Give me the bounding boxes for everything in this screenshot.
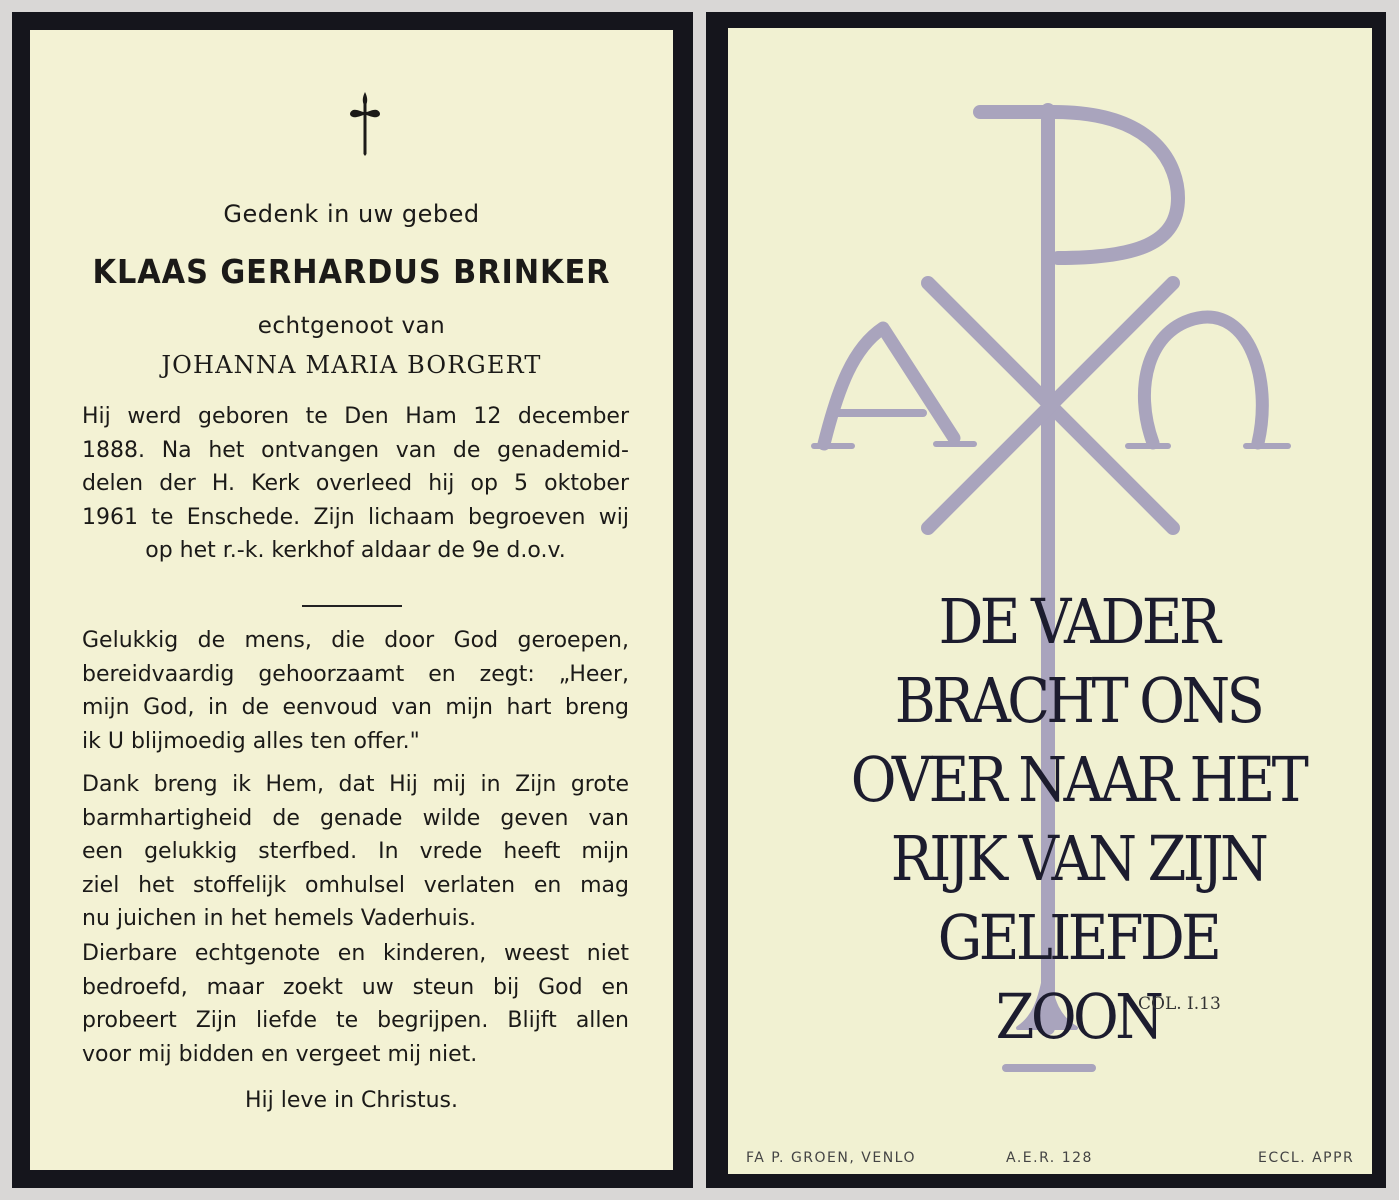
prayer-line: Dierbare echtgenote en kinderen, weest niet bbox=[82, 941, 629, 966]
cross-icon bbox=[347, 92, 383, 156]
prayer-line: een gelukkig sterfbed. In vrede heeft mijn bbox=[82, 839, 629, 864]
prayer-line: probeert Zijn liefde te begrijpen. Blijft allen bbox=[82, 1008, 629, 1033]
prayer-paragraph-3 bbox=[82, 937, 629, 1038]
verse-line: OVER NAAR HET bbox=[850, 743, 1306, 816]
closing-line: Hij leve in Christus. bbox=[245, 1088, 458, 1113]
prayer-line: Dank breng ik Hem, dat Hij mij in Zijn grote bbox=[82, 772, 629, 797]
bio-line: 1961 te Enschede. Zijn lichaam begroeven wij bbox=[82, 504, 629, 530]
footer-code: A.E.R. 128 bbox=[1006, 1150, 1093, 1166]
prayer-line-last: voor mij bidden en vergeet mij niet. bbox=[82, 1042, 478, 1067]
memorial-card-front bbox=[12, 12, 693, 1188]
verse-reference: COL. I.13 bbox=[1138, 994, 1221, 1014]
spouse-label: echtgenoot van bbox=[257, 313, 446, 339]
deceased-name: KLAAS GERHARDUS BRINKER bbox=[92, 252, 611, 291]
footer-printer: FA P. GROEN, VENLO bbox=[746, 1150, 916, 1166]
verse-line: DE VADER bbox=[938, 585, 1218, 658]
verse-line: ZOON bbox=[995, 980, 1161, 1053]
prayer-line: bereidvaardig gehoorzaamt en zegt: „Heer, bbox=[82, 661, 629, 687]
bio-line-last: op het r.-k. kerkhof aldaar de 9e d.o.v. bbox=[145, 538, 566, 563]
intro-text: Gedenk in uw gebed bbox=[223, 200, 480, 228]
prayer-line: mijn God, in de eenvoud van mijn hart breng bbox=[82, 695, 629, 720]
bio-line: delen der H. Kerk overleed hij op 5 oktober bbox=[82, 471, 629, 496]
bio-line: 1888. Na het ontvangen van de genademid- bbox=[82, 437, 629, 463]
verse-line: BRACHT ONS bbox=[894, 664, 1262, 737]
prayer-paragraph-2 bbox=[82, 768, 629, 902]
memorial-card-back bbox=[706, 12, 1386, 1188]
card-paper bbox=[30, 30, 673, 1170]
prayer-line-last: ik U blijmoedig alles ten offer." bbox=[82, 729, 420, 754]
prayer-line: bedroefd, maar zoekt uw steun bij God en bbox=[82, 974, 629, 1000]
verse-line: RIJK VAN ZIJN bbox=[890, 822, 1266, 895]
prayer-line: ziel het stoffelijk omhulsel verlaten en mag bbox=[82, 872, 629, 898]
bio-paragraph bbox=[82, 400, 629, 534]
footer-approval: ECCL. APPR bbox=[1258, 1150, 1355, 1166]
card-paper bbox=[728, 28, 1372, 1174]
bio-line: Hij werd geboren te Den Ham 12 december bbox=[82, 404, 629, 429]
prayer-line: barmhartigheid de genade wilde geven van bbox=[82, 805, 629, 831]
prayer-line: Gelukkig de mens, die door God geroepen, bbox=[82, 628, 629, 653]
verse-text bbox=[817, 582, 1339, 1056]
prayer-paragraph-1 bbox=[82, 624, 629, 725]
divider bbox=[302, 605, 402, 607]
spouse-name: JOHANNA MARIA BORGERT bbox=[161, 351, 542, 379]
verse-line: GELIEFDE bbox=[937, 901, 1219, 974]
prayer-line-last: nu juichen in het hemels Vaderhuis. bbox=[82, 906, 477, 931]
